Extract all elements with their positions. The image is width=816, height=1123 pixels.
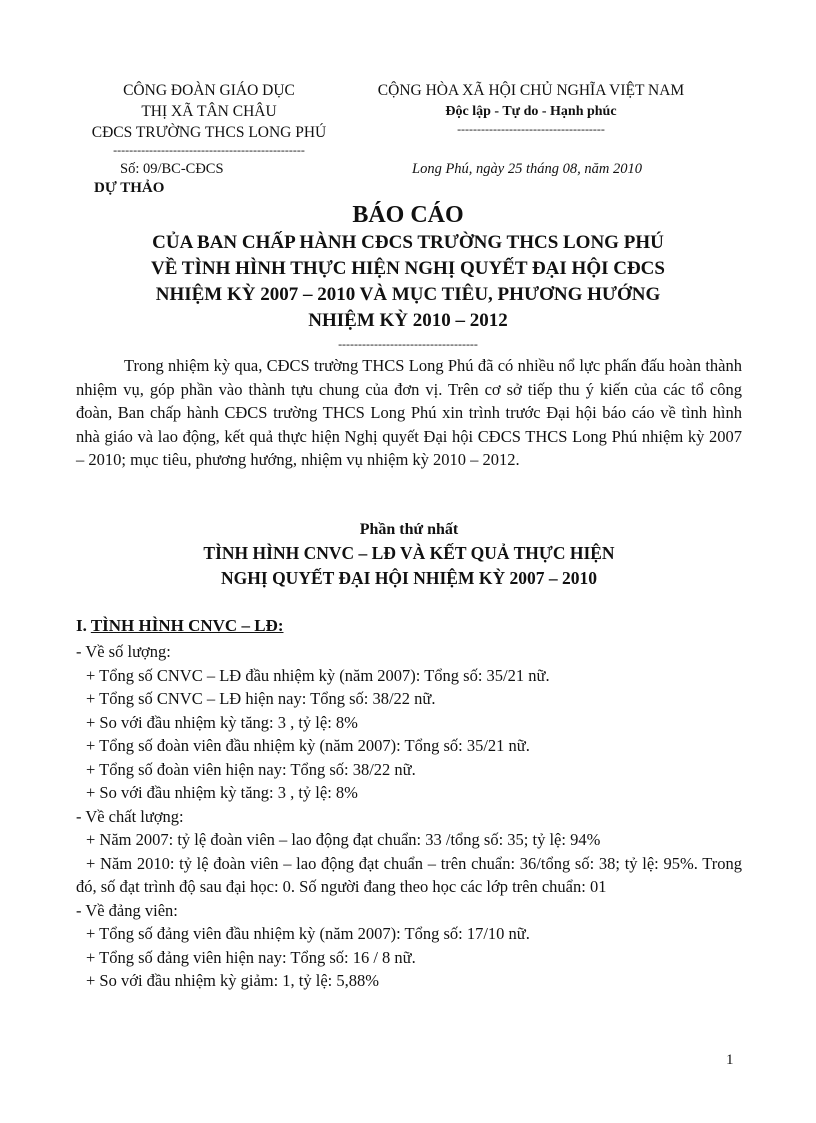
list-item: + Năm 2010: tỷ lệ đoàn viên – lao động đạt chuẩn – trên chuẩn: 36/tổng số: 38; tỷ lệ: 95%. Trong đó, số đạt trình độ sau đại học: 0. Số người đang theo học các lớp trên chuẩn: 01 xyxy=(76,853,742,896)
intro-paragraph: Trong nhiệm kỳ qua, CĐCS trường THCS Long Phú đã có nhiều nổ lực phấn đấu hoàn thành nhiệm vụ, góp phần vào thành tựu chung của đơn vị. Trên cơ sở tiếp thu ý kiến của các tổ công đoàn, Ban chấp hành CĐCS trường THCS Long Phú xin trình trước Đại hội báo cáo về tình hình nhà giáo và lao động, kết quả thực hiện Nghị quyết Đại hội CĐCS THCS Long Phú nhiệm kỳ 2007 – 2010; mục tiêu, phương hướng, nhiệm vụ nhiệm kỳ 2010 – 2012. xyxy=(76,356,742,469)
list-item: + Tổng số CNVC – LĐ hiện nay: Tổng số: 38/22 nữ. xyxy=(86,689,436,708)
national-motto: Độc lập - Tự do - Hạnh phúc xyxy=(445,104,617,119)
list-item: + Tổng số đoàn viên đầu nhiệm kỳ (năm 2007): Tổng số: 35/21 nữ. xyxy=(86,736,530,755)
section-content xyxy=(76,640,742,993)
part-heading xyxy=(76,519,742,591)
title-line-3: NHIỆM KỲ 2007 – 2010 VÀ MỤC TIÊU, PHƯƠNG HƯỚNG xyxy=(155,284,661,305)
list-item: + Tổng số đoàn viên hiện nay: Tổng số: 38/22 nữ. xyxy=(86,759,416,779)
title-line-1: CỦA BAN CHẤP HÀNH CĐCS TRƯỜNG THCS LONG PHÚ xyxy=(152,232,664,253)
title-line-4: NHIỆM KỲ 2010 – 2012 xyxy=(308,310,508,331)
section-heading xyxy=(76,616,284,636)
list-item: + So với đầu nhiệm kỳ tăng: 3 , tỷ lệ: 8% xyxy=(86,712,358,732)
header-left xyxy=(74,80,344,157)
list-item: + Tổng số CNVC – LĐ đầu nhiệm kỳ (năm 2007): Tổng số: 35/21 nữ. xyxy=(86,665,550,685)
report-title xyxy=(60,200,756,352)
page-number: 1 xyxy=(726,1052,734,1068)
list-item: + So với đầu nhiệm kỳ tăng: 3 , tỷ lệ: 8% xyxy=(86,783,358,802)
section-number: I. xyxy=(76,616,91,635)
part-title-line-1: TÌNH HÌNH CNVC – LĐ VÀ KẾT QUẢ THỰC HIỆN xyxy=(203,543,615,563)
list-item: + Tổng số đảng viên đầu nhiệm kỳ (năm 2007): Tổng số: 17/10 nữ. xyxy=(86,924,530,943)
list-item: + Tổng số đảng viên hiện nay: Tổng số: 16 / 8 nữ. xyxy=(86,947,416,967)
list-item: - Về chất lượng: xyxy=(76,806,184,826)
town-name: THỊ XÃ TÂN CHÂU xyxy=(141,103,277,120)
list-item: - Về đảng viên: xyxy=(76,900,178,920)
dateline: Long Phú, ngày 25 tháng 08, năm 2010 xyxy=(412,161,642,177)
title-main: BÁO CÁO xyxy=(352,202,464,228)
country-name: CỘNG HÒA XÃ HỘI CHỦ NGHĨA VIỆT NAM xyxy=(377,82,685,99)
title-divider: ----------------------------------- xyxy=(338,337,478,351)
list-item: - Về số lượng: xyxy=(76,642,171,661)
union-name: CÔNG ĐOÀN GIÁO DỤC xyxy=(123,82,295,99)
section-title: TÌNH HÌNH CNVC – LĐ: xyxy=(90,616,284,635)
title-line-2: VỀ TÌNH HÌNH THỰC HIỆN NGHỊ QUYẾT ĐẠI HỘI CĐCS xyxy=(151,258,665,279)
part-title-line-2: NGHỊ QUYẾT ĐẠI HỘI NHIỆM KỲ 2007 – 2010 xyxy=(221,568,597,588)
document-number: Số: 09/BC-CĐCS xyxy=(120,161,224,177)
list-item: + So với đầu nhiệm kỳ giảm: 1, tỷ lệ: 5,88% xyxy=(86,971,380,990)
draft-label: DỰ THẢO xyxy=(94,180,165,196)
header-right-divider: ------------------------------------- xyxy=(457,122,605,136)
header-left-divider: ------------------------------------------------ xyxy=(113,143,305,157)
header-right xyxy=(356,80,706,136)
school-union-name: CĐCS TRƯỜNG THCS LONG PHÚ xyxy=(91,124,327,141)
part-label: Phần thứ nhất xyxy=(359,521,459,538)
list-item: + Năm 2007: tỷ lệ đoàn viên – lao động đạt chuẩn: 33 /tổng số: 35; tỷ lệ: 94% xyxy=(86,830,601,849)
